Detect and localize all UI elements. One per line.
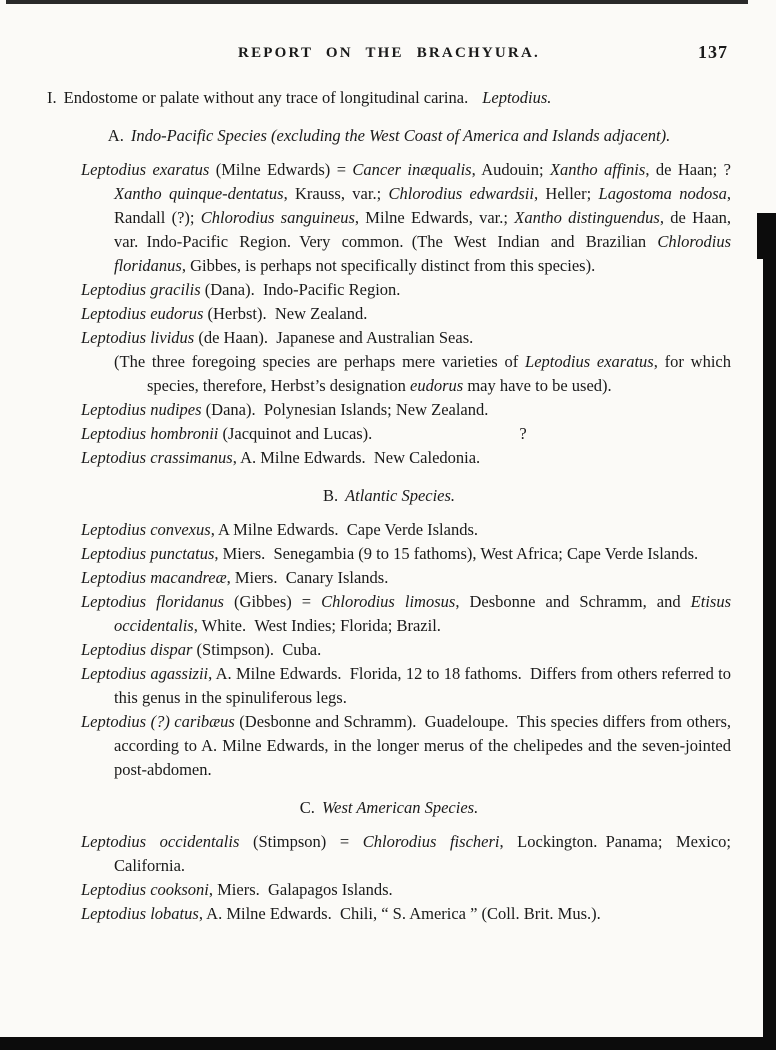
species-entry [47, 446, 731, 470]
intro-numeral: I. [47, 88, 57, 107]
section-heading [104, 483, 674, 509]
species-entry [47, 278, 731, 302]
taxon-name: Leptodius gracilis [81, 280, 201, 299]
text-run: , A. Milne Edwards. New Caledonia. [232, 448, 481, 467]
intro-line [47, 86, 731, 110]
section-label: A. [107, 126, 124, 145]
text-run: , Audouin; [471, 160, 550, 179]
species-entry [47, 326, 731, 350]
text-run: , de Haan; ? [645, 160, 731, 179]
text-run: , Desbonne and Schramm, and [455, 592, 691, 611]
species-section [47, 123, 731, 470]
species-section [47, 795, 731, 926]
text-run: , White. West Indies; Florida; Brazil. [193, 616, 441, 635]
taxon-name: Leptodius dispar [81, 640, 193, 659]
scan-artifact-right-edge [763, 213, 776, 1050]
intro-text [64, 88, 552, 107]
section-entries [47, 158, 731, 470]
text-run: Endostome or palate without any trace of longitudinal carina. [63, 88, 469, 107]
section-title: Indo-Pacific Species (excluding the West Coast of America and Islands adjacent). [130, 126, 671, 145]
scan-artifact-top-edge [6, 0, 748, 4]
text-run: , A. Milne Edwards. Florida, 12 to 18 fathoms. Differs from others referred to this genus in the spinuliferous legs. [114, 664, 731, 707]
species-list [47, 123, 731, 926]
taxon-name: Cancer inæqualis [352, 160, 472, 179]
taxon-name: Lagostoma nodosa [598, 184, 727, 203]
taxon-name: Leptodius exaratus [525, 352, 654, 371]
text-run: (Stimpson) = [239, 832, 363, 851]
section-heading [104, 123, 674, 149]
species-section [47, 483, 731, 782]
species-entry [47, 662, 731, 710]
taxon-name: Xantho affinis [549, 160, 646, 179]
text-run: , Miers. Senegambia (9 to 15 fathoms), West Africa; Cape Verde Islands. [214, 544, 699, 563]
text-run: (Milne Edwards) = [209, 160, 353, 179]
taxon-name: Leptodius lividus [81, 328, 195, 347]
section-label: C. [299, 798, 315, 817]
section-entries [47, 830, 731, 926]
species-entry [47, 590, 731, 638]
section-title: Atlantic Species. [345, 486, 456, 505]
text-run: , Heller; [533, 184, 599, 203]
taxon-name: Chlorodius edwardsii [388, 184, 534, 203]
taxon-name: Leptodius punctatus [81, 544, 215, 563]
text-run: , A. Milne Edwards. Chili, “ S. America ” (Coll. Brit. Mus.). [198, 904, 601, 923]
text-run: (Jacquinot and Lucas). [218, 424, 373, 443]
taxon-name: Leptodius nudipes [81, 400, 202, 419]
taxon-name: Leptodius macandreæ [81, 568, 227, 587]
text-run: , Gibbes, is perhaps not specifically distinct from this species). [181, 256, 596, 275]
text-run: , Krauss, var.; [283, 184, 389, 203]
taxon-name: Leptodius floridanus [81, 592, 224, 611]
species-entry [47, 710, 731, 782]
taxon-name: Chlorodius floridanus [114, 232, 731, 275]
text-run: (The three foregoing species are perhaps mere varieties of [114, 352, 526, 371]
section-title: West American Species. [321, 798, 479, 817]
scan-artifact-bottom-edge [0, 1037, 776, 1050]
text-run: , Miers. Galapagos Islands. [208, 880, 393, 899]
species-entry [47, 302, 731, 326]
taxon-name: Chlorodius sanguineus [200, 208, 355, 227]
species-entry [47, 518, 731, 542]
text-run: (Herbst). New Zealand. [203, 304, 368, 323]
text-run: (de Haan). Japanese and Australian Seas. [194, 328, 474, 347]
taxon-name: Xantho quinque-dentatus [114, 184, 284, 203]
taxon-name: Chlorodius limosus [321, 592, 456, 611]
page-number: 137 [698, 42, 728, 62]
species-entry [47, 566, 731, 590]
section-label: B. [322, 486, 339, 505]
taxon-name: Leptodius lobatus [81, 904, 199, 923]
taxon-name: eudorus [410, 376, 464, 395]
text-run: may have to be used). [463, 376, 612, 395]
species-entry [47, 830, 731, 878]
text-run: (Dana). Polynesian Islands; New Zealand. [201, 400, 489, 419]
taxon-name: Etisus occidentalis [114, 592, 732, 635]
species-entry [47, 158, 731, 278]
species-entry [47, 902, 731, 926]
species-entry: Leptodius hombronii (Jacquinot and Lucas). ? [81, 424, 527, 443]
section-entries [47, 518, 731, 782]
text-run: , for which species, therefore, Herbst’s designation [147, 352, 731, 395]
text-run: , A Milne Edwards. Cape Verde Islands. [210, 520, 479, 539]
taxon-name: Xantho distinguendus [514, 208, 660, 227]
text-run: (Desbonne and Schramm). Guadeloupe. This species differs from others, according to A. Milne Edwards, in the longer merus of the chelipedes and the seven-jointed post-abdomen. [114, 712, 731, 779]
text-run: , Lockington. Panama; Mexico; California. [114, 832, 731, 875]
taxon-name: Leptodius exaratus [81, 160, 210, 179]
taxon-name: Chlorodius fischeri [362, 832, 500, 851]
page-header [46, 44, 732, 68]
taxon-name: Leptodius crassimanus [81, 448, 233, 467]
taxon-name: Leptodius. [482, 88, 552, 107]
text-run: , de Haan, var. Indo-Pacific Region. Very common. (The West Indian and Brazilian [114, 208, 732, 251]
note-paragraph [47, 350, 731, 398]
taxon-name: Leptodius cooksoni [81, 880, 209, 899]
text-run: (Stimpson). Cuba. [192, 640, 322, 659]
text-run: , Milne Edwards, var.; [354, 208, 515, 227]
species-entry [47, 878, 731, 902]
text-run: (Gibbes) = [223, 592, 322, 611]
section-heading [104, 795, 674, 821]
text-run: , Randall (?); [114, 184, 732, 227]
text-run: , Miers. Canary Islands. [226, 568, 389, 587]
taxon-name: Leptodius eudorus [81, 304, 204, 323]
page-body [47, 86, 731, 926]
taxon-name: Leptodius (?) caribæus [81, 712, 235, 731]
species-entry [47, 398, 731, 422]
running-title: REPORT ON THE BRACHYURA. [238, 45, 540, 61]
taxon-name: Leptodius agassizii [81, 664, 209, 683]
species-entry [47, 542, 731, 566]
taxon-name: Leptodius hombronii [81, 424, 219, 443]
taxon-name: Leptodius convexus [81, 520, 211, 539]
taxon-name: Leptodius occidentalis [81, 832, 240, 851]
species-entry [47, 638, 731, 662]
text-run: (Dana). Indo-Pacific Region. [200, 280, 401, 299]
